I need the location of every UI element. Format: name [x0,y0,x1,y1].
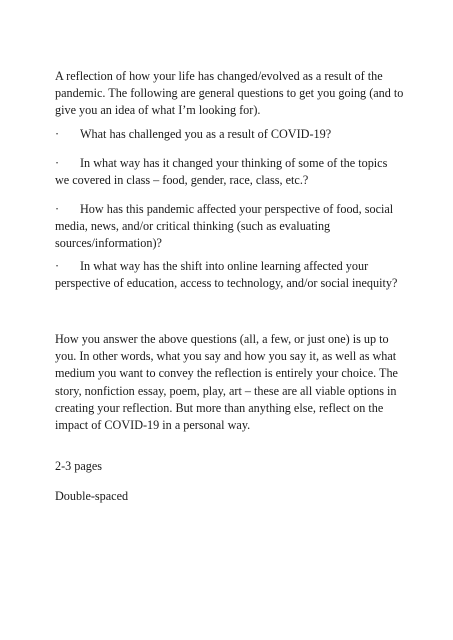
question-item [55,155,400,189]
bullet-marker: · [55,259,60,273]
bullet-marker: · [55,156,60,170]
spacing-requirement: Double-spaced [55,489,129,503]
question-text: How has this pandemic affected your perspective of food, social media, news, and/or critical thinking (such as evaluating sources/information)? [55,202,394,251]
intro-paragraph: A reflection of how your life has changed/evolved as a result of the pandemic. The following are general questions to get you going (and to give you an idea of what I’m looking for). [55,69,404,118]
bullet-marker: · [55,127,60,141]
length-requirement: 2-3 pages [55,459,103,473]
bullet-marker: · [55,202,60,216]
question-item [55,126,400,143]
question-text: What has challenged you as a result of COVID-19? [80,127,332,141]
instructions-paragraph: How you answer the above questions (all, a few, or just one) is up to you. In other words, what you say and how you say it, as well as what medium you want to convey the reflection is entirely your choice. The story, nonfiction essay, poem, play, art – these are all viable options in creating your reflection. But more than anything else, reflect on the impact of COVID-19 in a personal way. [55,332,398,433]
question-item [55,201,400,253]
question-text: In what way has it changed your thinking of some of the topics we covered in class – food, gender, race, class, etc.? [55,156,388,188]
question-item [55,258,400,292]
question-text: In what way has the shift into online learning affected your perspective of education, access to technology, and/or social inequity? [55,259,398,291]
